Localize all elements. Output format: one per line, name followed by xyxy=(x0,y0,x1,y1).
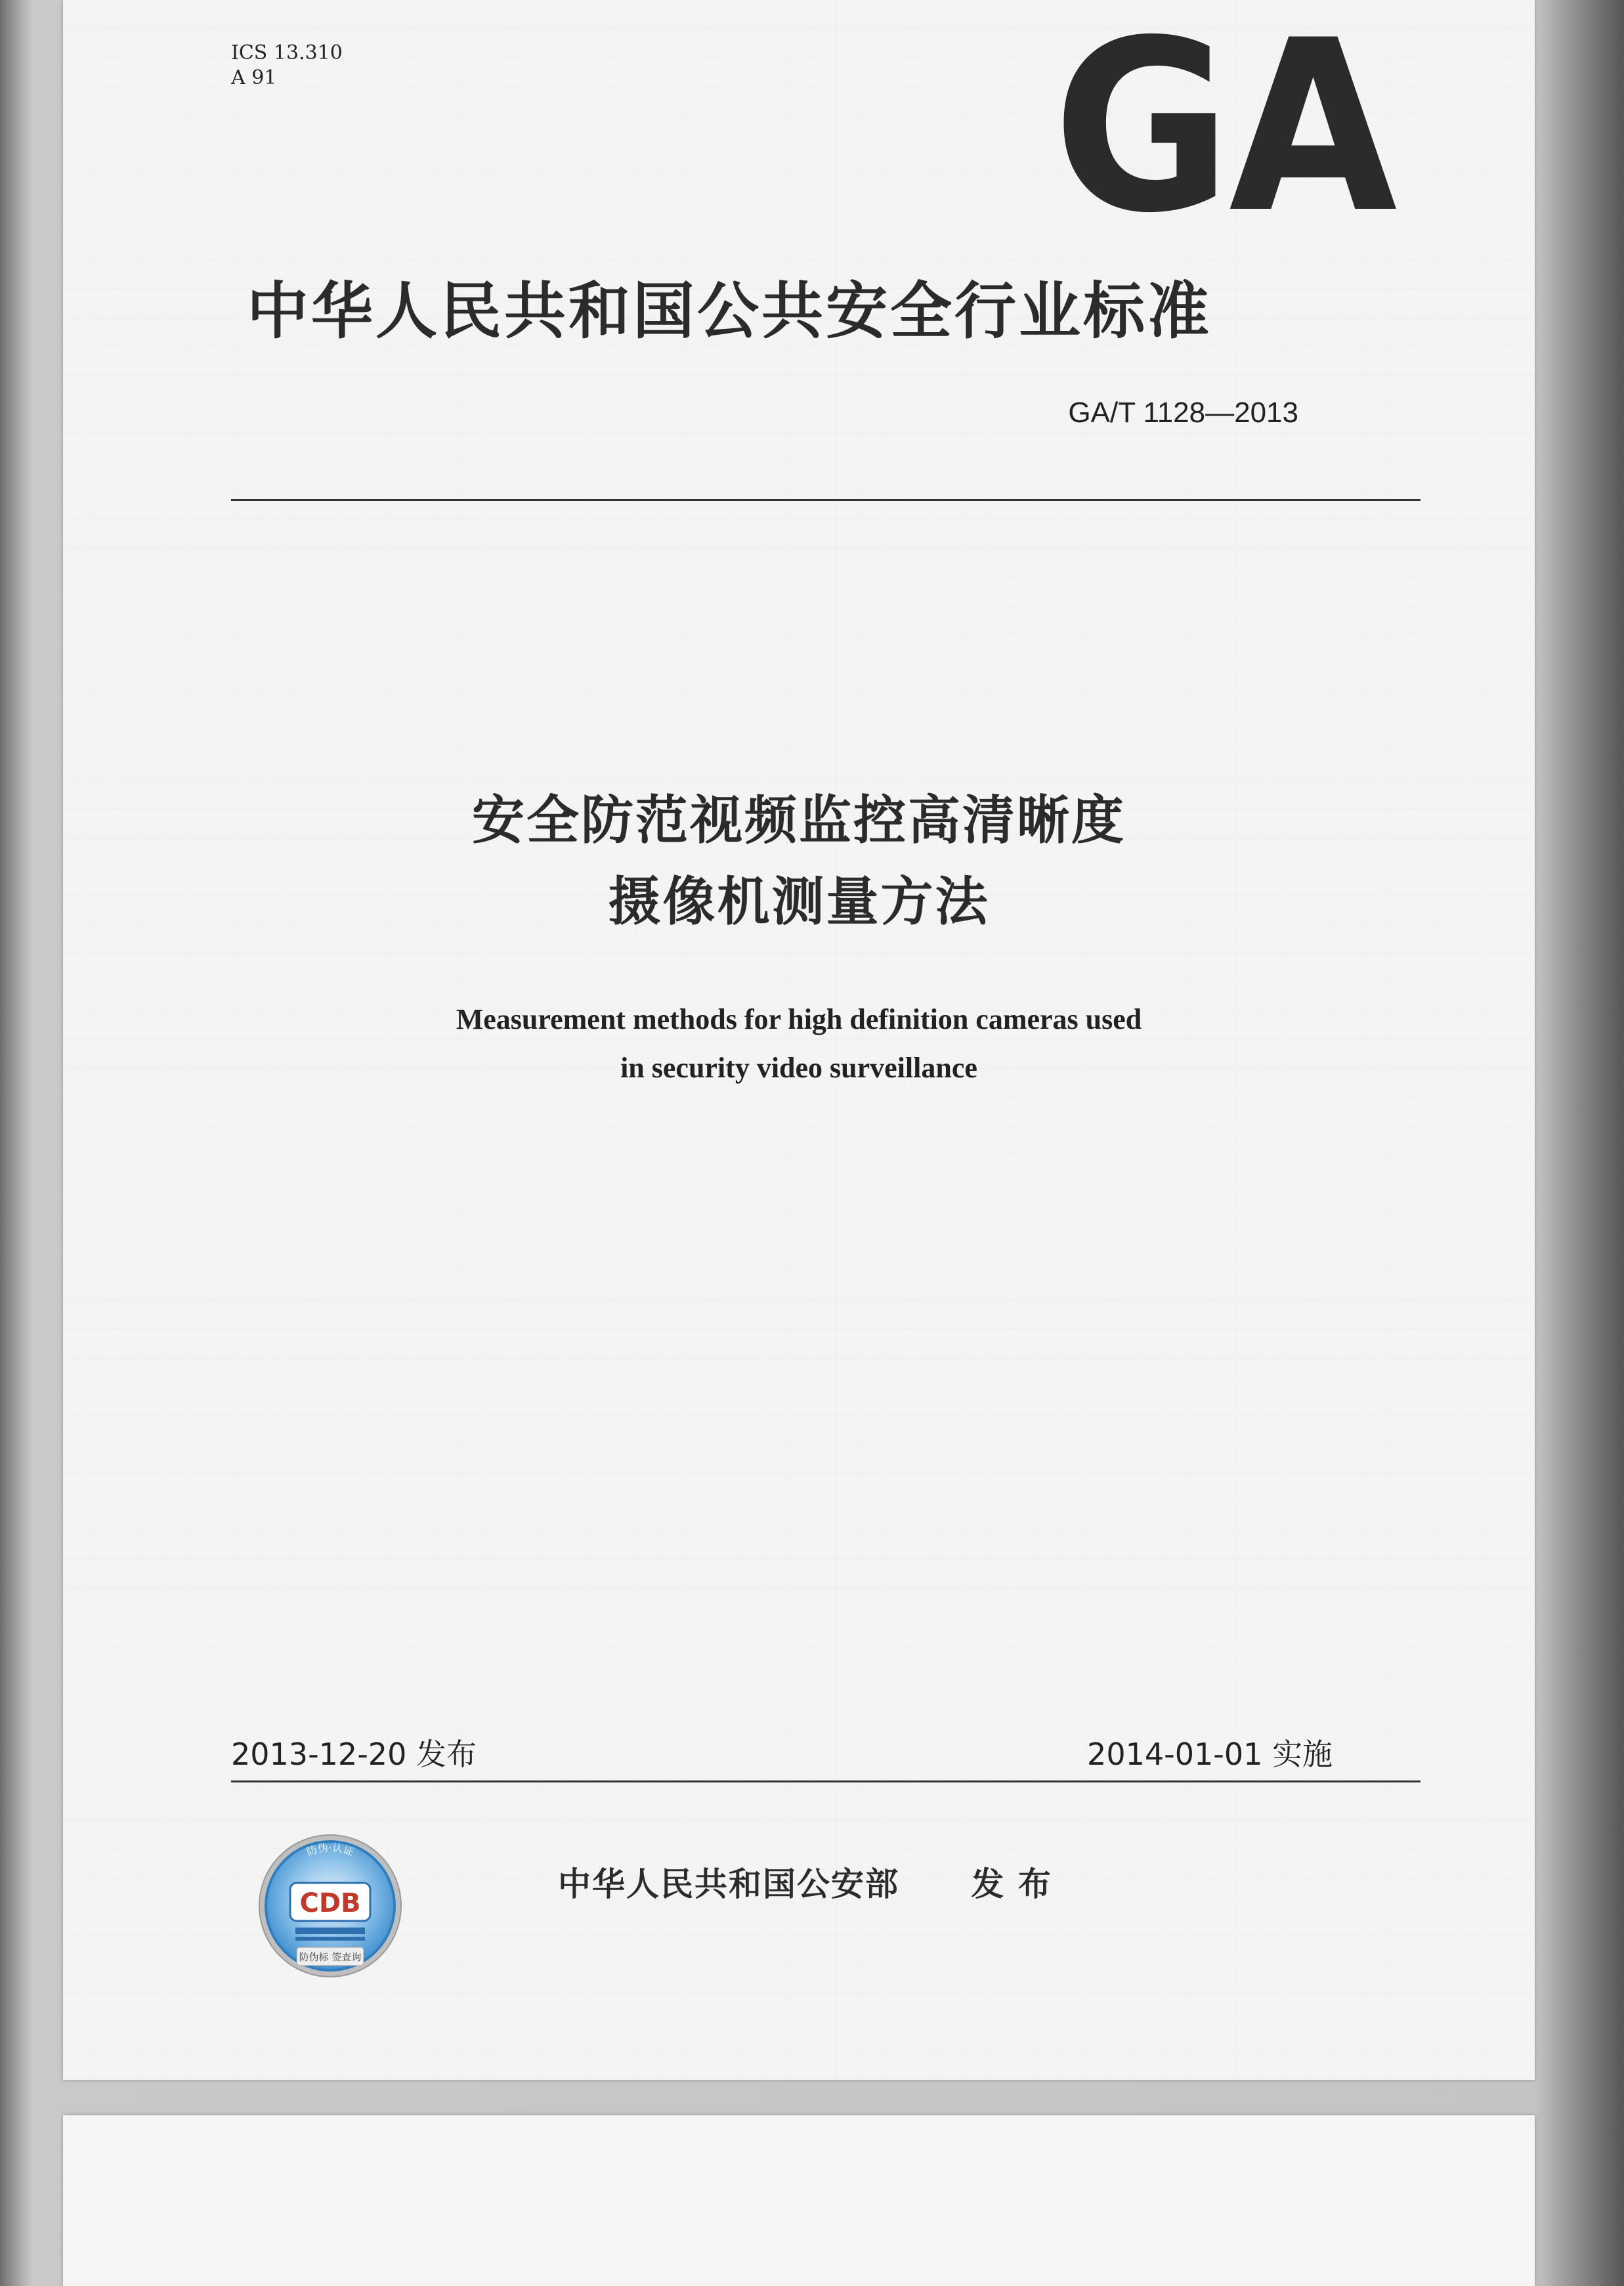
seal-top-text: 防伪·认证 xyxy=(305,1841,356,1859)
seal-bottom-text: 防伪标 签查询 xyxy=(299,1951,362,1963)
next-page-edge xyxy=(63,2115,1535,2286)
publisher-line xyxy=(558,1858,1052,1905)
ga-logo: GA xyxy=(1053,0,1395,265)
standard-category-title: 中华人民共和国公共安全行业标准 xyxy=(247,276,1212,347)
ics-code: ICS 13.310 xyxy=(231,41,343,64)
issue-date: 2013-12-20 发布 xyxy=(231,1736,477,1772)
seal-center-text: CDB xyxy=(299,1888,361,1918)
standard-code: GA/T 1128—2013 xyxy=(1068,397,1298,429)
chinese-title xyxy=(63,780,1535,943)
implementation-date: 2014-01-01 实施 xyxy=(1087,1736,1333,1772)
top-divider xyxy=(231,499,1421,501)
publisher-organization: 中华人民共和国公安部 xyxy=(558,1865,899,1903)
english-title xyxy=(63,995,1535,1092)
classification-codes xyxy=(231,41,343,91)
bottom-divider xyxy=(231,1780,1421,1782)
publish-action: 发 布 xyxy=(971,1865,1052,1903)
anti-counterfeit-seal-icon xyxy=(256,1832,404,1980)
chinese-title-line-1: 安全防范视频监控高清晰度 xyxy=(472,790,1126,851)
english-title-line-2: in security video surveillance xyxy=(620,1052,977,1084)
chinese-title-line-2: 摄像机测量方法 xyxy=(608,871,990,932)
ccs-code: A 91 xyxy=(231,66,277,89)
english-title-line-1: Measurement methods for high definition cameras used xyxy=(456,1003,1142,1035)
document-cover-page xyxy=(63,0,1535,2080)
